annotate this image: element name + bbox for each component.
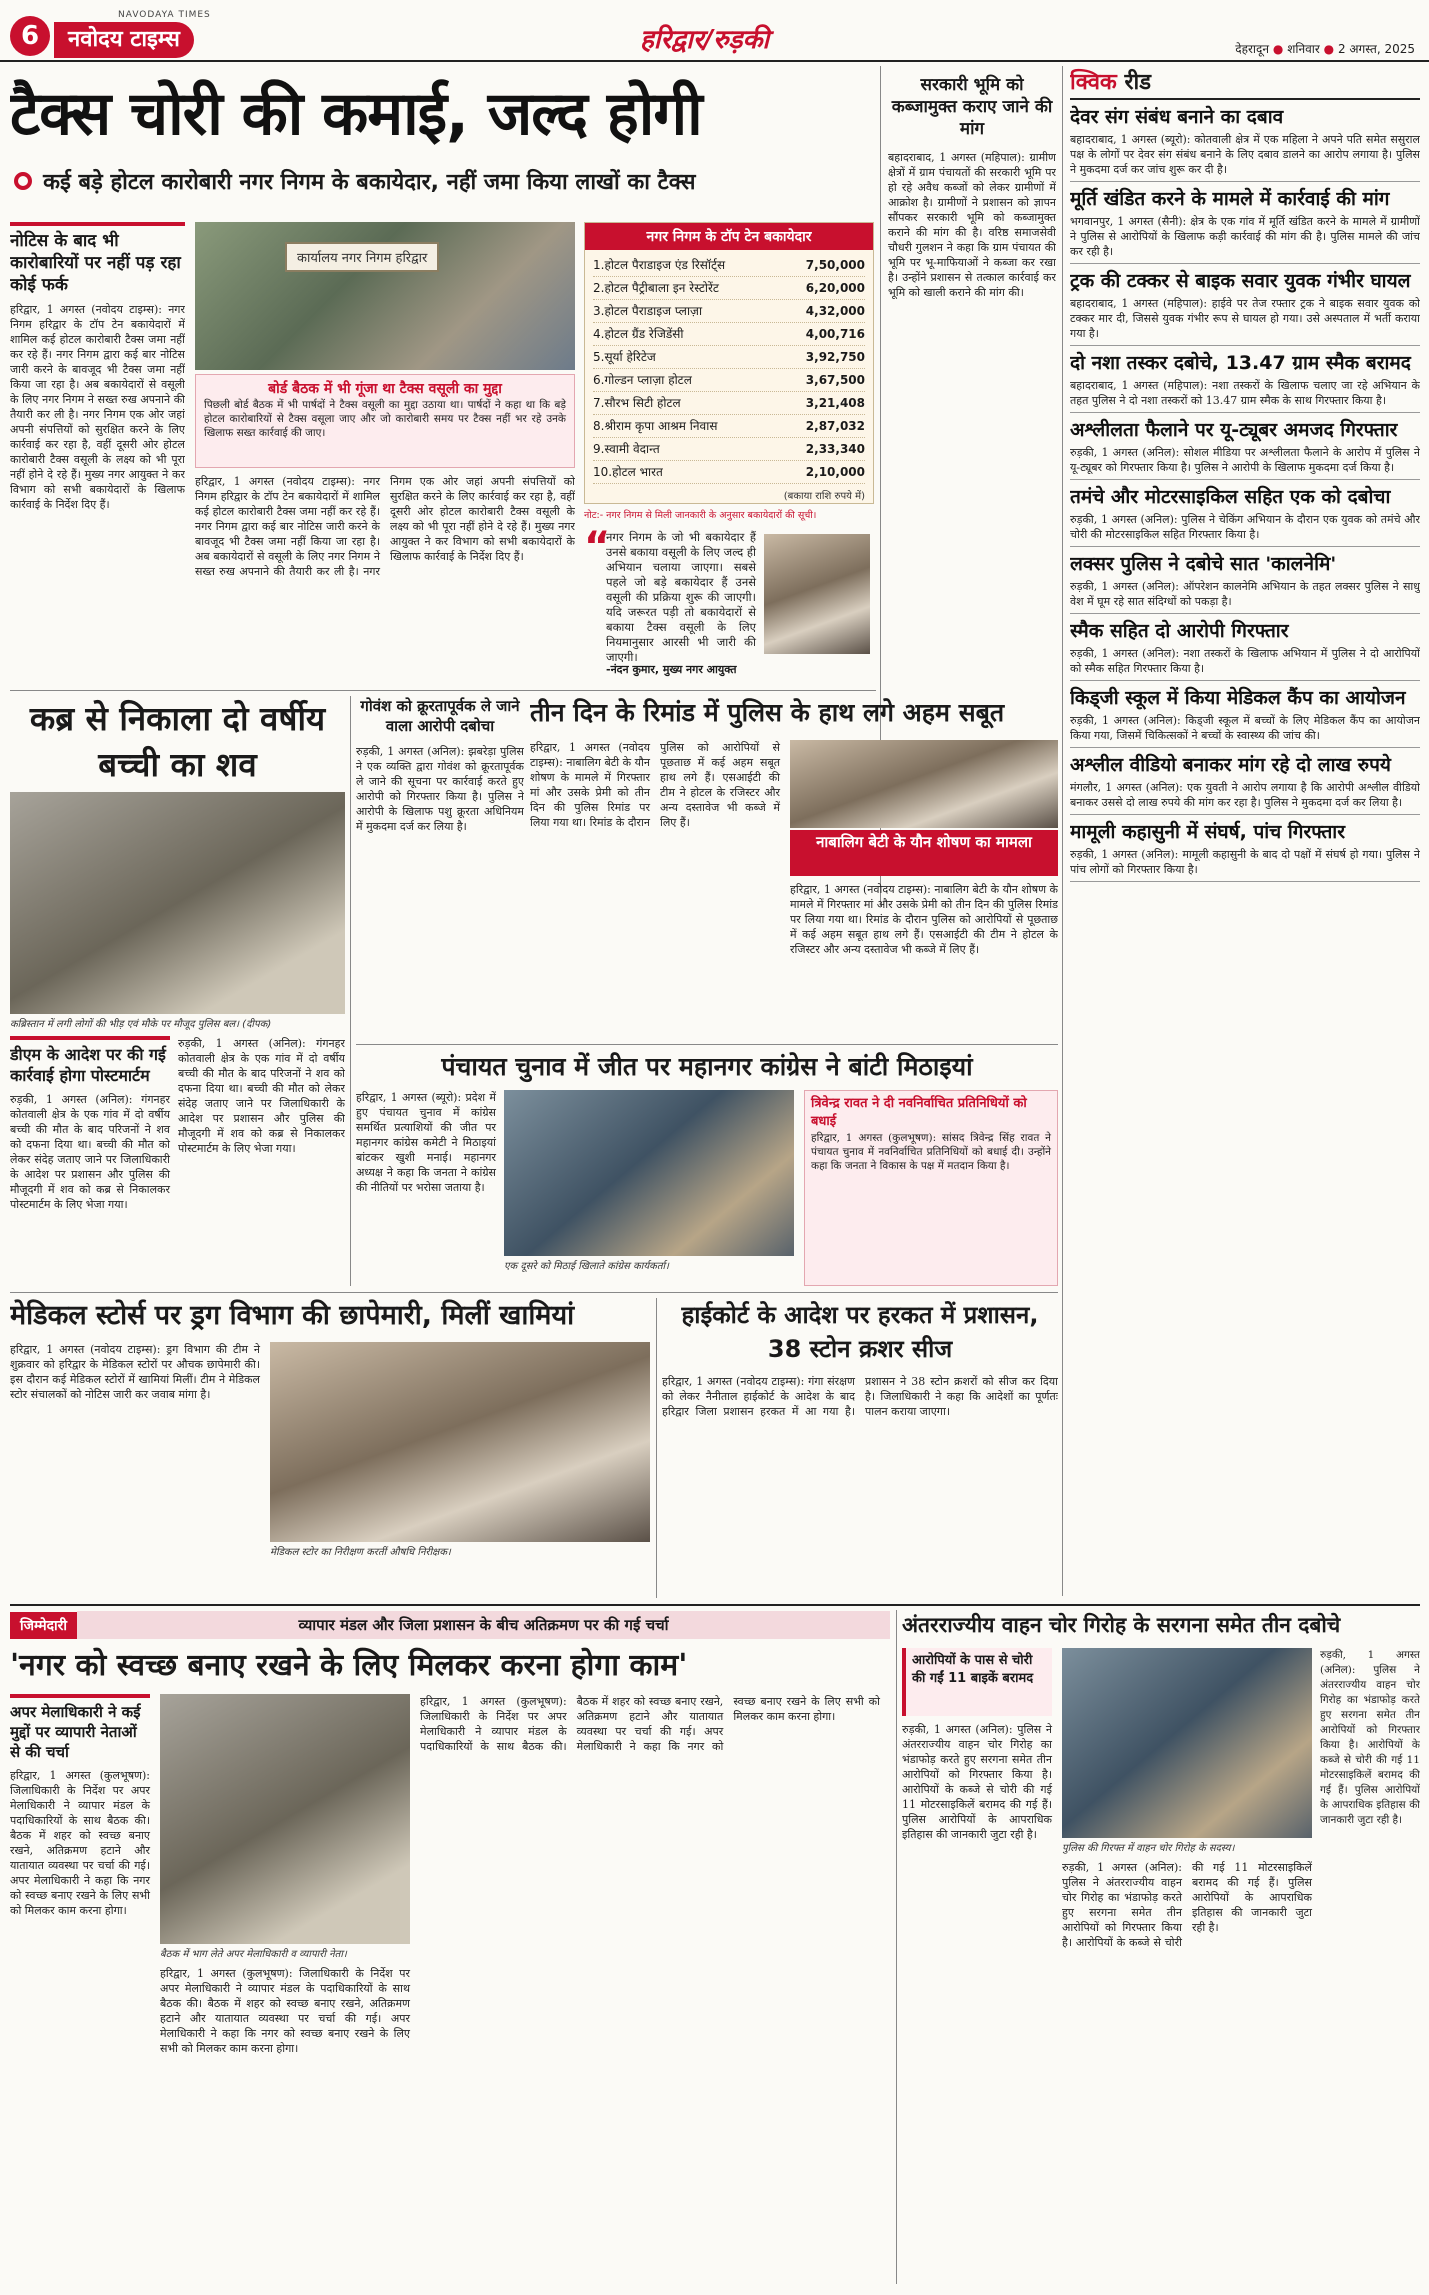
remand-body	[530, 740, 780, 1036]
brand-name: नवोदय टाइम्स	[68, 27, 180, 52]
meeting-story	[10, 1610, 890, 2284]
lead-subhead	[14, 166, 874, 200]
meeting-photo-caption: बैठक में भाग लेते अपर मेलाधिकारी व व्यापारी नेता।	[160, 1949, 347, 1960]
quick-item	[1070, 419, 1420, 480]
meeting-body-3	[420, 1694, 880, 2056]
defaulter-name: 8.श्रीराम कृपा आश्रम निवास	[593, 419, 718, 433]
meeting-photo	[160, 1694, 410, 1944]
quick-item-body: भगवानपुर, 1 अगस्त (सैनी): क्षेत्र के एक गांव में मूर्ति खंडित करने के मामले में ग्रामीणों ने पुलिस से आरोपियों के खिलाफ कड़ी कार्रवाई की मांग की है। पुलिस मामले की जांच कर रही है।	[1070, 215, 1420, 258]
brand-small: NAVODAYA TIMES	[118, 10, 211, 20]
crusher-headline: हाईकोर्ट के आदेश पर हरकत में प्रशासन, 38 स्टोन क्रशर सीज	[681, 1301, 1039, 1363]
commissioner-quote	[584, 530, 874, 680]
drug-body: हरिद्वार, 1 अगस्त (नवोदय टाइम्स): ड्रग विभाग की टीम ने शुक्रवार को हरिद्वार के मेडिकल स्टोरों पर औचक छापेमारी की। इस दौरान कई मेडिकल स्टोरों में खामियां मिलीं। टीम ने मेडिकल स्टोर संचालकों को नोटिस जारी कर जवाब मांगा है।	[10, 1343, 260, 1401]
defaulter-amount: 3,92,750	[805, 350, 865, 364]
quick-item-headline: ट्रक की टक्कर से बाइक सवार युवक गंभीर घायल	[1070, 270, 1411, 292]
meeting-headline: 'नगर को स्वच्छ बनाए रखने के लिए मिलकर करना होगा काम'	[10, 1648, 688, 1683]
office-sign: कार्यालय नगर निगम हरिद्वार	[285, 242, 439, 272]
quick-item-body: रुड़की, 1 अगस्त (अनिल): पुलिस ने चेकिंग अभियान के दौरान एक युवक को तमंचे और चोरी की मोटरसाइकिल सहित गिरफ्तार किया है।	[1070, 513, 1420, 541]
quick-item-headline: अश्लील वीडियो बनाकर मांग रहे दो लाख रुपये	[1070, 754, 1391, 776]
lead-side-head: नोटिस के बाद भी कारोबारियों पर नहीं पड़ रहा कोई फर्क	[10, 222, 185, 296]
table-row	[593, 415, 865, 438]
quick-item-body: रुड़की, 1 अगस्त (अनिल): ऑपरेशन कालनेमि अभियान के तहत लक्सर पुलिस ने साधु वेश में घूम रहे सात संदिग्धों को पकड़ा है।	[1070, 580, 1420, 608]
drug-caption: मेडिकल स्टोर का निरीक्षण करतीं औषधि निरीक्षक।	[270, 1547, 451, 1558]
vehicle-photo	[1062, 1648, 1312, 1838]
quote-mark-icon: “	[584, 530, 611, 570]
remand-inset-body: हरिद्वार, 1 अगस्त (नवोदय टाइम्स): नाबालिग बेटी के यौन शोषण के मामले में गिरफ्तार मां और उसके प्रेमी को तीन दिन की पुलिस रिमांड पर लिया गया था। रिमांड के दौरान पुलिस को आरोपियों से पूछताछ में कई अहम सबूत हाथ लगे हैं। एसआईटी की टीम ने होटल के रजिस्टर और अन्य दस्तावेज भी कब्जे में लिए हैं।	[790, 883, 1058, 956]
board-body: पिछली बोर्ड बैठक में भी पार्षदों ने टैक्स वसूली का मुद्दा उठाया था। पार्षदों ने कहा था कि बड़े होटल कारोबारियों से टैक्स वसूला जाए और जो कारोबारी समय पर टैक्स नहीं भर रहे उनके खिलाफ सख्त कार्रवाई की जाए।	[204, 399, 566, 439]
defaulter-name: 4.होटल ग्रैंड रेजिडेंसी	[593, 327, 684, 341]
congress-body: हरिद्वार, 1 अगस्त (ब्यूरो): प्रदेश में हुए पंचायत चुनाव में कांग्रेस समर्थित प्रत्याशियों की जीत पर महानगर कांग्रेस कमेटी ने मिठाइयां बांटकर खुशी मनाई। महानगर अध्यक्ष ने कहा कि जनता ने कांग्रेस की नीतियों पर भरोसा जताया है।	[356, 1091, 496, 1194]
dateline: देहरादून ● शनिवार ● 2 अगस्त, 2025	[1235, 42, 1415, 56]
defaulter-name: 3.होटल पैराडाइज प्लाज़ा	[593, 304, 703, 318]
lead-side-column	[10, 222, 185, 682]
defaulter-name: 7.सौरभ सिटी होटल	[593, 396, 681, 410]
table-row	[593, 346, 865, 369]
quick-item	[1070, 486, 1420, 547]
congress-inset-body: हरिद्वार, 1 अगस्त (कुलभूषण): सांसद त्रिवेन्द्र सिंह रावत ने पंचायत चुनाव में नवनिर्वाचित प्रतिनिधियों को बधाई दी। उन्होंने कहा कि जनता ने विकास के पक्ष में मतदान किया है।	[811, 1132, 1051, 1172]
defaulter-name: 2.होटल पैट्रीबाला इन रेस्टोरेंट	[593, 281, 719, 295]
quick-items	[1070, 106, 1420, 882]
board-head: बोर्ड बैठक में भी गूंजा था टैक्स वसूली का मुद्दा	[268, 381, 502, 397]
table-rows	[585, 250, 873, 488]
defaulter-name: 5.सूर्या हेरिटेज	[593, 350, 656, 364]
masthead	[0, 0, 1429, 62]
grave-body: रुड़की, 1 अगस्त (अनिल): गंगनहर कोतवाली क्षेत्र के एक गांव में दो वर्षीय बच्ची की मौत के बाद परिजनों ने शव को दफना दिया था। बच्ची की मौत को लेकर संदेह जताए जाने पर जिलाधिकारी के आदेश पर प्रशासन और पुलिस की मौजूदगी में शव को कब्र से निकालकर पोस्टमार्टम के लिए भेजा गया।	[10, 1093, 170, 1211]
grave-headline: कब्र से निकाला दो वर्षीय बच्ची का शव	[29, 699, 326, 784]
vehicle-inset-head: आरोपियों के पास से चोरी की गईं 11 बाइकें बरामद	[912, 1653, 1034, 1686]
meeting-side-head: अपर मेलाधिकारी ने कई मुद्दों पर व्यापारी नेताओं से की चर्चा	[10, 1694, 150, 1762]
quick-item-body: बहादराबाद, 1 अगस्त (महिपाल): नशा तस्करों के खिलाफ चलाए जा रहे अभियान के तहत पुलिस ने दो नशा तस्करों को 13.47 ग्राम स्मैक के साथ गिरफ्तार किया है।	[1070, 379, 1420, 407]
quick-item	[1070, 754, 1420, 815]
land-body: बहादराबाद, 1 अगस्त (महिपाल): ग्रामीण क्षेत्रों में ग्राम पंचायतों की सरकारी भूमि पर हो रहे अवैध कब्जों को लेकर ग्रामीणों में आक्रोश है। ग्रामीणों ने प्रशासन को ज्ञापन सौंपकर सरकारी भूमि को कब्जामुक्त कराने की मांग की है। वरिष्ठ समाजसेवी चौधरी गुलशन ने कहा कि ग्राम पंचायत की भूमि पर भू-माफियाओं ने कब्जा कर रखा है। उन्होंने प्रशासन से तत्काल कार्रवाई कर भूमि को खाली कराने की मांग की।	[888, 151, 1056, 299]
defaulter-amount: 6,20,000	[805, 281, 865, 295]
quick-read-label-red: क्विक	[1070, 70, 1117, 95]
quick-read	[1070, 66, 1420, 1596]
quick-item	[1070, 352, 1420, 413]
quick-item-body: रुड़की, 1 अगस्त (अनिल): किड्जी स्कूल में बच्चों के लिए मेडिकल कैंप का आयोजन किया गया, जिसमें चिकित्सकों ने बच्चों के स्वास्थ्य की जांच की।	[1070, 714, 1420, 742]
meeting-body-1: हरिद्वार, 1 अगस्त (कुलभूषण): जिलाधिकारी के निर्देश पर अपर मेलाधिकारी ने व्यापार मंडल के पदाधिकारियों के साथ बैठक की। बैठक में शहर को स्वच्छ बनाए रखने, अतिक्रमण हटाने और यातायात व्यवस्था पर चर्चा की गई। अपर मेलाधिकारी ने कहा कि नगर को स्वच्छ बनाए रखने के लिए सभी को मिलकर काम करना होगा।	[10, 1769, 150, 1917]
table-row	[593, 461, 865, 484]
dateline-city: देहरादून	[1235, 42, 1270, 56]
drug-photo	[270, 1342, 650, 1542]
table-row	[593, 300, 865, 323]
congress-photo	[504, 1090, 794, 1256]
subhead-bullet-icon	[14, 172, 32, 190]
vehicle-body-3	[1062, 1860, 1312, 2282]
table-row	[593, 323, 865, 346]
grave-body-continued: रुड़की, 1 अगस्त (अनिल): गंगनहर कोतवाली क्षेत्र के एक गांव में दो वर्षीय बच्ची की मौत के बाद परिजनों ने शव को दफना दिया था। बच्ची की मौत को लेकर संदेह जताए जाने पर जिलाधिकारी के आदेश पर प्रशासन और पुलिस की मौजूदगी में शव को कब्र से निकालकर पोस्टमार्टम के लिए भेजा गया।	[178, 1037, 345, 1155]
vehicle-body-text: रुड़की, 1 अगस्त (अनिल): पुलिस ने अंतरराज्यीय वाहन चोर गिरोह का भंडाफोड़ करते हुए सरगना समेत तीन आरोपियों को गिरफ्तार किया है। आरोपियों के कब्जे से चोरी की गई 11 मोटरसाइकिलें बरामद की गई हैं। पुलिस आरोपियों के आपराधिक इतिहास की जानकारी जुटा रही है।	[1062, 1861, 1312, 1949]
remand-photo	[790, 740, 1058, 828]
defaulter-name: 9.स्वामी वेदान्त	[593, 442, 660, 456]
grave-story	[10, 696, 345, 1286]
remand-inset-head: नाबालिग बेटी के यौन शोषण का मामला	[790, 830, 1058, 876]
quick-item-headline: मूर्ति खंडित करने के मामले में कार्रवाई की मांग	[1070, 188, 1390, 210]
quick-item-headline: दो नशा तस्कर दबोचे, 13.47 ग्राम स्मैक बरामद	[1070, 352, 1411, 374]
quick-item-headline: तमंचे और मोटरसाइकिल सहित एक को दबोचा	[1070, 486, 1391, 508]
drug-story	[10, 1298, 650, 1598]
dateline-date: 2 अगस्त, 2025	[1337, 42, 1415, 56]
congress-inset-head: त्रिवेन्द्र रावत ने दी नवनिर्वाचित प्रतिनिधियों को बधाई	[811, 1096, 1027, 1129]
board-meeting-box	[195, 374, 575, 468]
crusher-story	[662, 1298, 1058, 1598]
defaulter-amount: 3,67,500	[805, 373, 865, 387]
page-number: 6	[10, 16, 50, 56]
quick-item-headline: स्मैक सहित दो आरोपी गिरफ्तार	[1070, 620, 1289, 642]
quick-item	[1070, 188, 1420, 264]
defaulter-amount: 2,10,000	[805, 465, 865, 479]
quote-by: -नंदन कुमार, मुख्य नगर आयुक्त	[606, 663, 737, 676]
remand-body-text: हरिद्वार, 1 अगस्त (नवोदय टाइम्स): नाबालिग बेटी के यौन शोषण के मामले में गिरफ्तार मां और उसके प्रेमी को तीन दिन की पुलिस रिमांड पर लिया गया था। रिमांड के दौरान पुलिस को आरोपियों से पूछताछ में कई अहम सबूत हाथ लगे हैं। एसआईटी की टीम ने होटल के रजिस्टर और अन्य दस्तावेज भी कब्जे में लिए हैं।	[530, 741, 780, 829]
vehicle-headline: अंतरराज्यीय वाहन चोर गिरोह के सरगना समेत तीन दबोचे	[902, 1613, 1341, 1637]
quick-item	[1070, 687, 1420, 748]
meeting-kicker: जिम्मेदारी	[10, 1612, 77, 1639]
remand-headline: तीन दिन के रिमांड में पुलिस के हाथ लगे अहम सबूत	[530, 698, 1005, 727]
vehicle-inset	[902, 1648, 1052, 1716]
land-headline: सरकारी भूमि को कब्जामुक्त कराए जाने की मांग	[891, 75, 1053, 139]
table-row	[593, 438, 865, 461]
cow-headline: गोवंश को क्रूरतापूर्वक ले जाने वाला आरोपी दबोचा	[360, 697, 520, 735]
remand-story	[530, 696, 1058, 1040]
quick-item	[1070, 620, 1420, 681]
quick-item-body: बहादराबाद, 1 अगस्त (ब्यूरो): कोतवाली क्षेत्र में एक महिला ने अपने पति समेत ससुराल पक्ष के लोगों पर देवर संग संबंध बनाने के लिए दबाव डालने का आरोप लगाया है। पुलिस ने मुकदमा दर्ज कर जांच शुरू कर दी है।	[1070, 133, 1420, 176]
defaulter-amount: 2,33,340	[805, 442, 865, 456]
quick-item	[1070, 270, 1420, 346]
table-row	[593, 277, 865, 300]
lead-continued	[195, 474, 575, 682]
quick-item-headline: देवर संग संबंध बनाने का दबाव	[1070, 106, 1284, 128]
grave-caption: कब्रिस्तान में लगी लोगों की भीड़ एवं मौके पर मौजूद पुलिस बल। (दीपक)	[10, 1019, 272, 1030]
table-row	[593, 369, 865, 392]
quote-text: नगर निगम के जो भी बकायेदार हैं उनसे बकाया वसूली के लिए जल्द ही अभियान चलाया जाएगा। सबसे पहले जो बड़े बकायेदार हैं उनसे वसूली की प्रक्रिया शुरू की जाएगी। यदि जरूरत पड़ी तो बकायेदारों से बकाया टैक्स वसूली के लिए नियमानुसार आरसी भी जारी की जाएगी।	[606, 530, 757, 664]
section-title: हरिद्वार/रुड़की	[640, 25, 770, 55]
quick-item-body: मंगलौर, 1 अगस्त (अनिल): एक युवती ने आरोप लगाया है कि आरोपी अश्लील वीडियो बनाकर उससे दो लाख रुपये की मांग कर रहा है। पुलिस ने मुकदमा दर्ज कर लिया है।	[1070, 781, 1420, 809]
quick-item-headline: लक्सर पुलिस ने दबोचे सात 'कालनेमि'	[1070, 553, 1337, 575]
table-row	[593, 254, 865, 277]
quick-item	[1070, 106, 1420, 182]
quick-item-body: रुड़की, 1 अगस्त (अनिल): नशा तस्करों के खिलाफ अभियान में पुलिस ने दो आरोपियों को स्मैक सहित गिरफ्तार किया है।	[1070, 647, 1420, 675]
table-row	[593, 392, 865, 415]
congress-story	[356, 1050, 1058, 1286]
vehicle-body-1: रुड़की, 1 अगस्त (अनिल): पुलिस ने अंतरराज्यीय वाहन चोर गिरोह का भंडाफोड़ करते हुए सरगना समेत तीन आरोपियों को गिरफ्तार किया है। आरोपियों के कब्जे से चोरी की गई 11 मोटरसाइकिलें बरामद की गई हैं। पुलिस आरोपियों के आपराधिक इतिहास की जानकारी जुटा रही है।	[902, 1723, 1052, 1841]
meeting-topline: व्यापार मंडल और जिला प्रशासन के बीच अतिक्रमण पर की गई चर्चा	[77, 1611, 890, 1639]
grave-photo	[10, 792, 345, 1014]
defaulter-amount: 2,87,032	[805, 419, 865, 433]
congress-inset	[804, 1090, 1058, 1286]
lead-body-continued: हरिद्वार, 1 अगस्त (नवोदय टाइम्स): नगर निगम हरिद्वार के टॉप टेन बकायेदारों में शामिल कई होटल कारोबारी टैक्स जमा नहीं कर रहे हैं। नगर निगम द्वारा कई बार नोटिस जारी करने के बावजूद भी टैक्स जमा नहीं किया जा रहा है। अब बकायेदारों से वसूली के लिए नगर निगम ने सख्त रुख अपनाने की तैयारी कर ली है। नगर निगम एक ओर जहां अपनी संपत्तियों को सुरक्षित करने के लिए कार्रवाई कर रहा है, वहीं दूसरी ओर होटल कारोबारी टैक्स वसूली के लक्ष्य को भी पूरा नहीं होने दे रहे हैं। मुख्य नगर आयुक्त ने कर विभाग को सभी बकायेदारों के खिलाफ कार्रवाई के निर्देश दिए हैं।	[195, 475, 575, 578]
cow-body: रुड़की, 1 अगस्त (अनिल): झबरेड़ा पुलिस ने एक व्यक्ति द्वारा गोवंश को क्रूरतापूर्वक ले जाने की सूचना पर कार्रवाई करते हुए आरोपी को गिरफ्तार किया है। पुलिस ने आरोपी के खिलाफ पशु क्रूरता अधिनियम में मुकदमा दर्ज कर लिया है।	[356, 745, 524, 833]
crusher-body	[662, 1374, 1058, 1419]
vehicle-story	[902, 1610, 1420, 2284]
vehicle-photo-caption: पुलिस की गिरफ्त में वाहन चोर गिरोह के सदस्य।	[1062, 1843, 1235, 1854]
defaulter-amount: 3,21,408	[805, 396, 865, 410]
meeting-body-text: हरिद्वार, 1 अगस्त (कुलभूषण): जिलाधिकारी के निर्देश पर अपर मेलाधिकारी ने व्यापार मंडल के पदाधिकारियों के साथ बैठक की। बैठक में शहर को स्वच्छ बनाए रखने, अतिक्रमण हटाने और यातायात व्यवस्था पर चर्चा की गई। अपर मेलाधिकारी ने कहा कि नगर को स्वच्छ बनाए रखने के लिए सभी को मिलकर काम करना होगा।	[420, 1695, 880, 1753]
quick-item-body: बहादराबाद, 1 अगस्त (महिपाल): हाईवे पर तेज रफ्तार ट्रक ने बाइक सवार युवक को टक्कर मार दी, जिससे युवक गंभीर रूप से घायल हो गया। उसे अस्पताल में भर्ती कराया गया है।	[1070, 297, 1420, 340]
defaulter-amount: 7,50,000	[805, 258, 865, 272]
crusher-body-text: हरिद्वार, 1 अगस्त (नवोदय टाइम्स): गंगा संरक्षण को लेकर नैनीताल हाईकोर्ट के आदेश के बाद हरिद्वार जिला प्रशासन हरकत में आ गया है। प्रशासन ने 38 स्टोन क्रशरों को सीज कर दिया है। जिलाधिकारी ने कहा कि आदेशों का पूर्णतः पालन कराया जाएगा।	[662, 1375, 1058, 1418]
dateline-day: शनिवार	[1287, 42, 1320, 56]
quick-item-body: रुड़की, 1 अगस्त (अनिल): मामूली कहासुनी के बाद दो पक्षों में संघर्ष हो गया। पुलिस ने पांच लोगों को गिरफ्तार किया है।	[1070, 848, 1420, 876]
top-ten-table	[584, 222, 874, 504]
lead-body: हरिद्वार, 1 अगस्त (नवोदय टाइम्स): नगर निगम हरिद्वार के टॉप टेन बकायेदारों में शामिल कई होटल कारोबारी टैक्स जमा नहीं कर रहे हैं। नगर निगम द्वारा कई बार नोटिस जारी करने के बावजूद भी टैक्स जमा नहीं किया जा रहा है। अब बकायेदारों से वसूली के लिए नगर निगम ने सख्त रुख अपनाने की तैयारी कर ली है। नगर निगम एक ओर जहां अपनी संपत्तियों को सुरक्षित करने के लिए कार्रवाई कर रहा है, वहीं दूसरी ओर होटल कारोबारी टैक्स वसूली के लक्ष्य को भी पूरा नहीं होने दे रहे हैं। मुख्य नगर आयुक्त ने कर विभाग को सभी बकायेदारों के खिलाफ कार्रवाई के निर्देश दिए हैं।	[10, 303, 185, 511]
table-note: नोट:- नगर निगम से मिली जानकारी के अनुसार बकायेदारों की सूची।	[584, 510, 817, 521]
table-title: नगर निगम के टॉप टेन बकायेदार	[585, 223, 873, 250]
lead-subhead-text: कई बड़े होटल कारोबारी नगर निगम के बकायेदार, नहीं जमा किया लाखों का टैक्स	[43, 170, 696, 195]
defaulter-name: 1.होटल पैराडाइज एंड रिसॉर्ट्स	[593, 258, 726, 272]
defaulter-name: 10.होटल भारत	[593, 465, 663, 479]
grave-side-head: डीएम के आदेश पर की गई कार्रवाई होगा पोस्टमार्टम	[10, 1036, 170, 1086]
meeting-body-2: हरिद्वार, 1 अगस्त (कुलभूषण): जिलाधिकारी के निर्देश पर अपर मेलाधिकारी ने व्यापार मंडल के पदाधिकारियों के साथ बैठक की। बैठक में शहर को स्वच्छ बनाए रखने, अतिक्रमण हटाने और यातायात व्यवस्था पर चर्चा की गई। अपर मेलाधिकारी ने कहा कि नगर को स्वच्छ बनाए रखने के लिए सभी को मिलकर काम करना होगा।	[160, 1967, 410, 2055]
table-unit: (बकाया राशि रुपये में)	[783, 491, 865, 502]
defaulter-name: 6.गोल्डन प्लाज़ा होटल	[593, 373, 692, 387]
defaulter-amount: 4,00,716	[805, 327, 865, 341]
quick-item	[1070, 553, 1420, 614]
congress-photo-caption: एक दूसरे को मिठाई खिलाते कांग्रेस कार्यकर्ता।	[504, 1261, 669, 1272]
brand-logo	[54, 22, 194, 58]
drug-headline: मेडिकल स्टोर्स पर ड्रग विभाग की छापेमारी, मिलीं खामियां	[10, 1300, 575, 1331]
quick-item-headline: अश्लीलता फैलाने पर यू-ट्यूबर अमजद गिरफ्तार	[1070, 419, 1398, 441]
quick-item-headline: मामूली कहासुनी में संघर्ष, पांच गिरफ्तार	[1070, 821, 1345, 843]
quick-item-headline: किड्जी स्कूल में किया मेडिकल कैंप का आयोजन	[1070, 687, 1406, 709]
defaulter-amount: 4,32,000	[805, 304, 865, 318]
municipal-office-photo	[195, 222, 575, 370]
vehicle-body-2: रुड़की, 1 अगस्त (अनिल): पुलिस ने अंतरराज्यीय वाहन चोर गिरोह का भंडाफोड़ करते हुए सरगना समेत तीन आरोपियों को गिरफ्तार किया है। आरोपियों के कब्जे से चोरी की गई 11 मोटरसाइकिलें बरामद की गई हैं। पुलिस आरोपियों के आपराधिक इतिहास की जानकारी जुटा रही है।	[1320, 1649, 1420, 1826]
quick-read-label	[1070, 66, 1420, 100]
quick-item-body: रुड़की, 1 अगस्त (अनिल): सोशल मीडिया पर अश्लीलता फैलाने के आरोप में पुलिस ने यू-ट्यूबर को गिरफ्तार किया है। पुलिस ने आरोपी के खिलाफ मुकदमा दर्ज किया है।	[1070, 446, 1420, 474]
quick-read-label-black: रीड	[1124, 70, 1151, 95]
lead-headline: टैक्स चोरी की कमाई, जल्द होगी	[10, 79, 702, 149]
congress-headline: पंचायत चुनाव में जीत पर महानगर कांग्रेस ने बांटी मिठाइयां	[441, 1052, 973, 1081]
commissioner-photo	[764, 534, 870, 654]
quick-item	[1070, 821, 1420, 882]
